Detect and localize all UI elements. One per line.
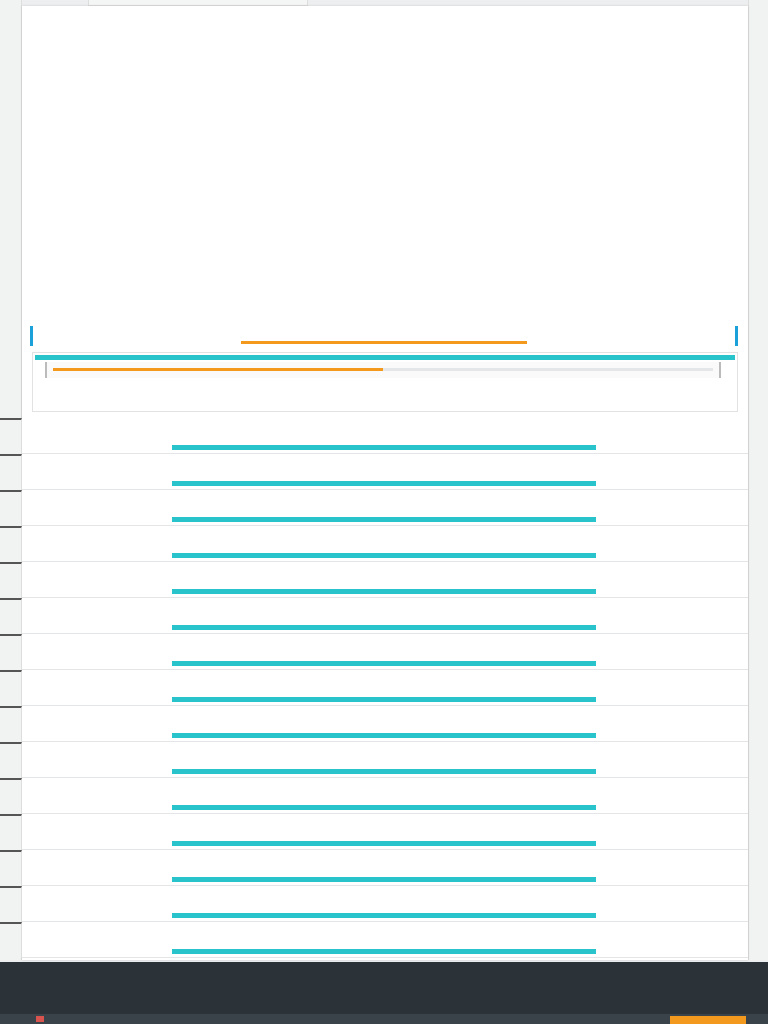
list-item[interactable] <box>22 562 748 598</box>
list-item-marker <box>0 922 22 958</box>
list-item-button[interactable] <box>172 625 596 630</box>
list-item-button[interactable] <box>172 877 596 882</box>
feature-title <box>45 381 725 395</box>
list-item[interactable] <box>22 490 748 526</box>
list-item[interactable] <box>22 886 748 922</box>
list-item-button[interactable] <box>172 841 596 846</box>
feature-slider[interactable] <box>45 362 721 378</box>
list-item[interactable] <box>22 634 748 670</box>
list-item-marker <box>0 418 22 454</box>
list-item-marker <box>0 778 22 814</box>
footer-action-button[interactable] <box>670 1016 746 1024</box>
page-footer <box>0 962 768 1024</box>
item-list <box>22 418 748 958</box>
list-item-marker <box>0 562 22 598</box>
article-link[interactable] <box>51 328 721 340</box>
list-item-marker <box>0 526 22 562</box>
article-body <box>22 38 712 328</box>
list-item[interactable] <box>22 814 748 850</box>
list-item-button[interactable] <box>172 481 596 486</box>
list-item[interactable] <box>22 454 748 490</box>
list-item-marker <box>0 454 22 490</box>
list-item-button[interactable] <box>172 733 596 738</box>
list-item-marker <box>0 814 22 850</box>
list-item-marker <box>0 670 22 706</box>
list-item-marker <box>0 850 22 886</box>
list-item[interactable] <box>22 850 748 886</box>
footer-bottom-bar <box>0 1014 768 1024</box>
list-item[interactable] <box>22 598 748 634</box>
list-item-button[interactable] <box>172 949 596 954</box>
list-item-button[interactable] <box>172 517 596 522</box>
list-item[interactable] <box>22 778 748 814</box>
list-item-button[interactable] <box>172 445 596 450</box>
list-item-button[interactable] <box>172 697 596 702</box>
slider-track <box>53 368 713 371</box>
list-item-button[interactable] <box>172 589 596 594</box>
feature-accent-band <box>35 355 735 360</box>
article-link-row[interactable] <box>30 326 738 346</box>
list-item-button[interactable] <box>172 553 596 558</box>
list-item[interactable] <box>22 742 748 778</box>
list-item-marker <box>0 886 22 922</box>
feature-subtitle-link[interactable] <box>51 397 381 409</box>
list-item-button[interactable] <box>172 769 596 774</box>
article-title <box>22 14 712 34</box>
list-item[interactable] <box>22 922 748 958</box>
feature-card[interactable] <box>32 352 738 412</box>
list-item-marker <box>0 634 22 670</box>
list-item-marker <box>0 742 22 778</box>
link-highlight-bar <box>241 341 527 344</box>
list-item[interactable] <box>22 670 748 706</box>
list-item-button[interactable] <box>172 913 596 918</box>
footer-text <box>26 968 546 1012</box>
list-item-button[interactable] <box>172 661 596 666</box>
right-gutter <box>748 0 768 960</box>
list-item[interactable] <box>22 526 748 562</box>
slider-fill <box>53 368 383 371</box>
list-item-marker <box>0 706 22 742</box>
list-item[interactable] <box>22 706 748 742</box>
article <box>22 14 712 330</box>
list-item-marker <box>0 598 22 634</box>
footer-indicator <box>36 1016 44 1022</box>
list-item-marker <box>0 490 22 526</box>
list-item[interactable] <box>22 418 748 454</box>
list-item-button[interactable] <box>172 805 596 810</box>
